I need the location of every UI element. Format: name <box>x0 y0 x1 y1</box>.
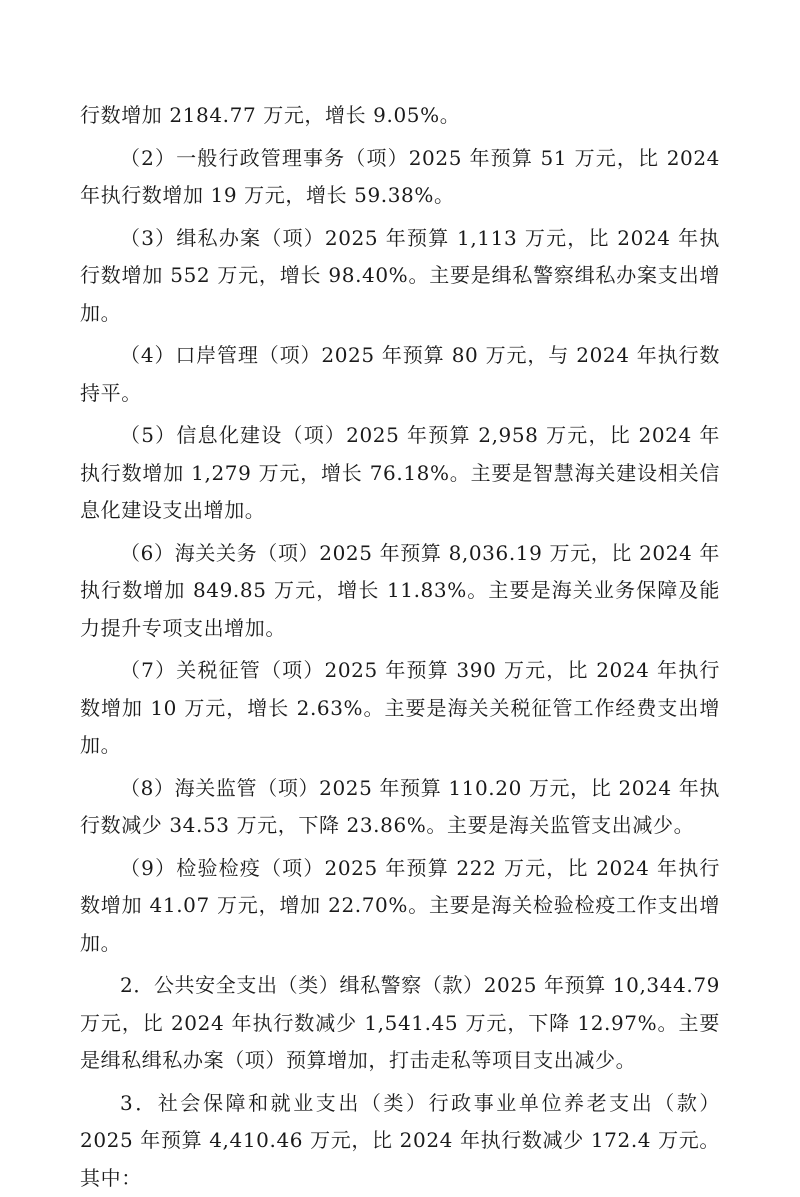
paragraph-customs-supervision: （8）海关监管（项）2025 年预算 110.20 万元，比 2024 年执行数减少 34.53 万元，下降 23.86%。主要是海关监管支出减少。 <box>80 770 720 845</box>
paragraph-continuation: 行数增加 2184.77 万元，增长 9.05%。 <box>80 97 720 135</box>
paragraph-customs-affairs: （6）海关关务（项）2025 年预算 8,036.19 万元，比 2024 年执行数增加 849.85 万元，增长 11.83%。主要是海关业务保障及能力提升专项支出增加。 <box>80 535 720 648</box>
paragraph-port-management: （4）口岸管理（项）2025 年预算 80 万元，与 2024 年执行数持平。 <box>80 337 720 412</box>
paragraph-general-admin-affairs: （2）一般行政管理事务（项）2025 年预算 51 万元，比 2024 年执行数增加 19 万元，增长 59.38%。 <box>80 140 720 215</box>
paragraph-it-construction: （5）信息化建设（项）2025 年预算 2,958 万元，比 2024 年执行数增加 1,279 万元，增长 76.18%。主要是智慧海关建设相关信息化建设支出增加。 <box>80 417 720 530</box>
paragraph-tariff-collection: （7）关税征管（项）2025 年预算 390 万元，比 2024 年执行数增加 10 万元，增长 2.63%。主要是海关关税征管工作经费支出增加。 <box>80 652 720 765</box>
document-body <box>80 97 720 1197</box>
paragraph-public-security: 2．公共安全支出（类）缉私警察（款）2025 年预算 10,344.79 万元，比 2024 年执行数减少 1,541.45 万元，下降 12.97%。主要是缉私缉私办案（项）预算增加，打击走私等项目支出减少。 <box>80 967 720 1080</box>
paragraph-social-security: 3．社会保障和就业支出（类）行政事业单位养老支出（款）2025 年预算 4,410.46 万元，比 2024 年执行数减少 172.4 万元。其中： <box>80 1085 720 1197</box>
paragraph-anti-smuggling-cases: （3）缉私办案（项）2025 年预算 1,113 万元，比 2024 年执行数增加 552 万元，增长 98.40%。主要是缉私警察缉私办案支出增加。 <box>80 220 720 333</box>
paragraph-inspection-quarantine: （9）检验检疫（项）2025 年预算 222 万元，比 2024 年执行数增加 41.07 万元，增加 22.70%。主要是海关检验检疫工作支出增加。 <box>80 850 720 963</box>
